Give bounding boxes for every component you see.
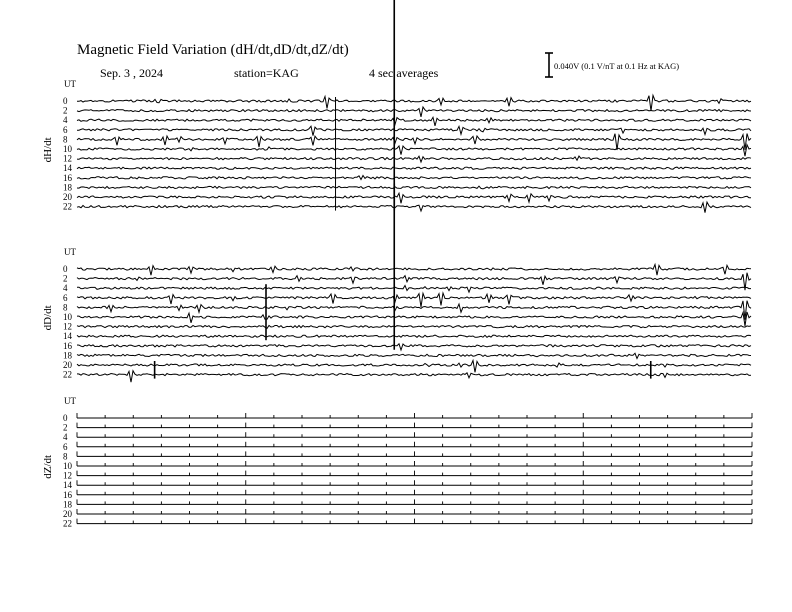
scale-bar xyxy=(545,53,679,77)
trace-dD-dt-14 xyxy=(77,335,751,337)
hour-label: 2 xyxy=(63,273,68,284)
trace-dD-dt-0 xyxy=(77,265,751,276)
ut-label: UT xyxy=(64,396,76,406)
hour-label: 2 xyxy=(63,105,68,116)
panel-label: dZ/dt xyxy=(42,454,54,479)
trace-dH-dt-20 xyxy=(77,193,751,203)
trace-dD-dt-10 xyxy=(77,312,751,326)
trace-dH-dt-6 xyxy=(77,126,751,135)
hour-label: 10 xyxy=(63,312,72,322)
trace-dH-dt-22 xyxy=(77,202,751,213)
hour-label: 16 xyxy=(63,172,72,183)
station-label: station=KAG xyxy=(234,66,299,80)
trace-dH-dt-14 xyxy=(77,167,751,169)
hour-label: 8 xyxy=(63,134,68,145)
scale-bar-label: 0.040V (0.1 V/nT at 0.1 Hz at KAG) xyxy=(554,61,680,71)
trace-dH-dt-0 xyxy=(77,95,751,111)
trace-dH-dt-12 xyxy=(77,156,751,162)
hour-label: 20 xyxy=(63,360,72,370)
trace-dH-dt-16 xyxy=(77,176,751,180)
trace-dD-dt-20 xyxy=(77,361,751,373)
date-label: Sep. 3 , 2024 xyxy=(100,66,163,80)
trace-dH-dt-8 xyxy=(77,134,751,151)
hour-label: 2 xyxy=(63,422,68,433)
panel-label: dD/dt xyxy=(42,305,54,331)
hour-label: 12 xyxy=(63,153,72,164)
hour-label: 12 xyxy=(63,321,72,332)
hour-label: 20 xyxy=(63,192,72,202)
hour-label: 6 xyxy=(63,441,68,452)
trace-dH-dt-18 xyxy=(77,186,751,189)
hour-label: 8 xyxy=(63,451,68,462)
ut-label: UT xyxy=(64,247,76,257)
hour-label: 14 xyxy=(63,480,72,491)
hour-label: 10 xyxy=(63,461,72,471)
hour-label: 4 xyxy=(63,115,68,126)
hour-label: 22 xyxy=(63,369,72,380)
hour-label: 16 xyxy=(63,340,72,351)
trace-dD-dt-6 xyxy=(77,293,751,307)
hour-label: 4 xyxy=(63,432,68,443)
hour-label: 22 xyxy=(63,518,72,529)
hour-label: 6 xyxy=(63,124,68,135)
chart-title: Magnetic Field Variation (dH/dt,dD/dt,dZ/dt) xyxy=(77,42,349,58)
ut-label: UT xyxy=(64,79,76,89)
trace-dD-dt-4 xyxy=(77,286,751,293)
hour-label: 10 xyxy=(63,144,72,154)
hour-label: 12 xyxy=(63,470,72,481)
trace-dD-dt-16 xyxy=(77,344,751,350)
hour-label: 4 xyxy=(63,283,68,294)
hour-label: 14 xyxy=(63,163,72,174)
trace-dD-dt-18 xyxy=(77,353,751,358)
hour-label: 18 xyxy=(63,499,72,510)
trace-dH-dt-4 xyxy=(77,117,751,126)
hour-label: 20 xyxy=(63,509,72,519)
hour-label: 0 xyxy=(63,264,68,274)
hour-label: 14 xyxy=(63,331,72,342)
hour-label: 0 xyxy=(63,413,68,423)
hour-label: 6 xyxy=(63,292,68,303)
hour-label: 22 xyxy=(63,201,72,212)
hour-label: 8 xyxy=(63,302,68,313)
trace-dH-dt-2 xyxy=(77,107,751,117)
hour-label: 0 xyxy=(63,96,68,106)
trace-dD-dt-12 xyxy=(77,326,751,329)
trace-dH-dt-10 xyxy=(77,145,751,156)
hour-label: 18 xyxy=(63,182,72,193)
averaging-label: 4 sec averages xyxy=(369,66,439,80)
panel-dD-dt xyxy=(42,247,751,382)
trace-dD-dt-22 xyxy=(77,371,751,383)
panel-dZ-dt xyxy=(42,396,752,529)
hour-label: 18 xyxy=(63,350,72,361)
panel-label: dH/dt xyxy=(42,137,54,163)
panel-dH-dt xyxy=(42,79,751,213)
hour-label: 16 xyxy=(63,489,72,500)
